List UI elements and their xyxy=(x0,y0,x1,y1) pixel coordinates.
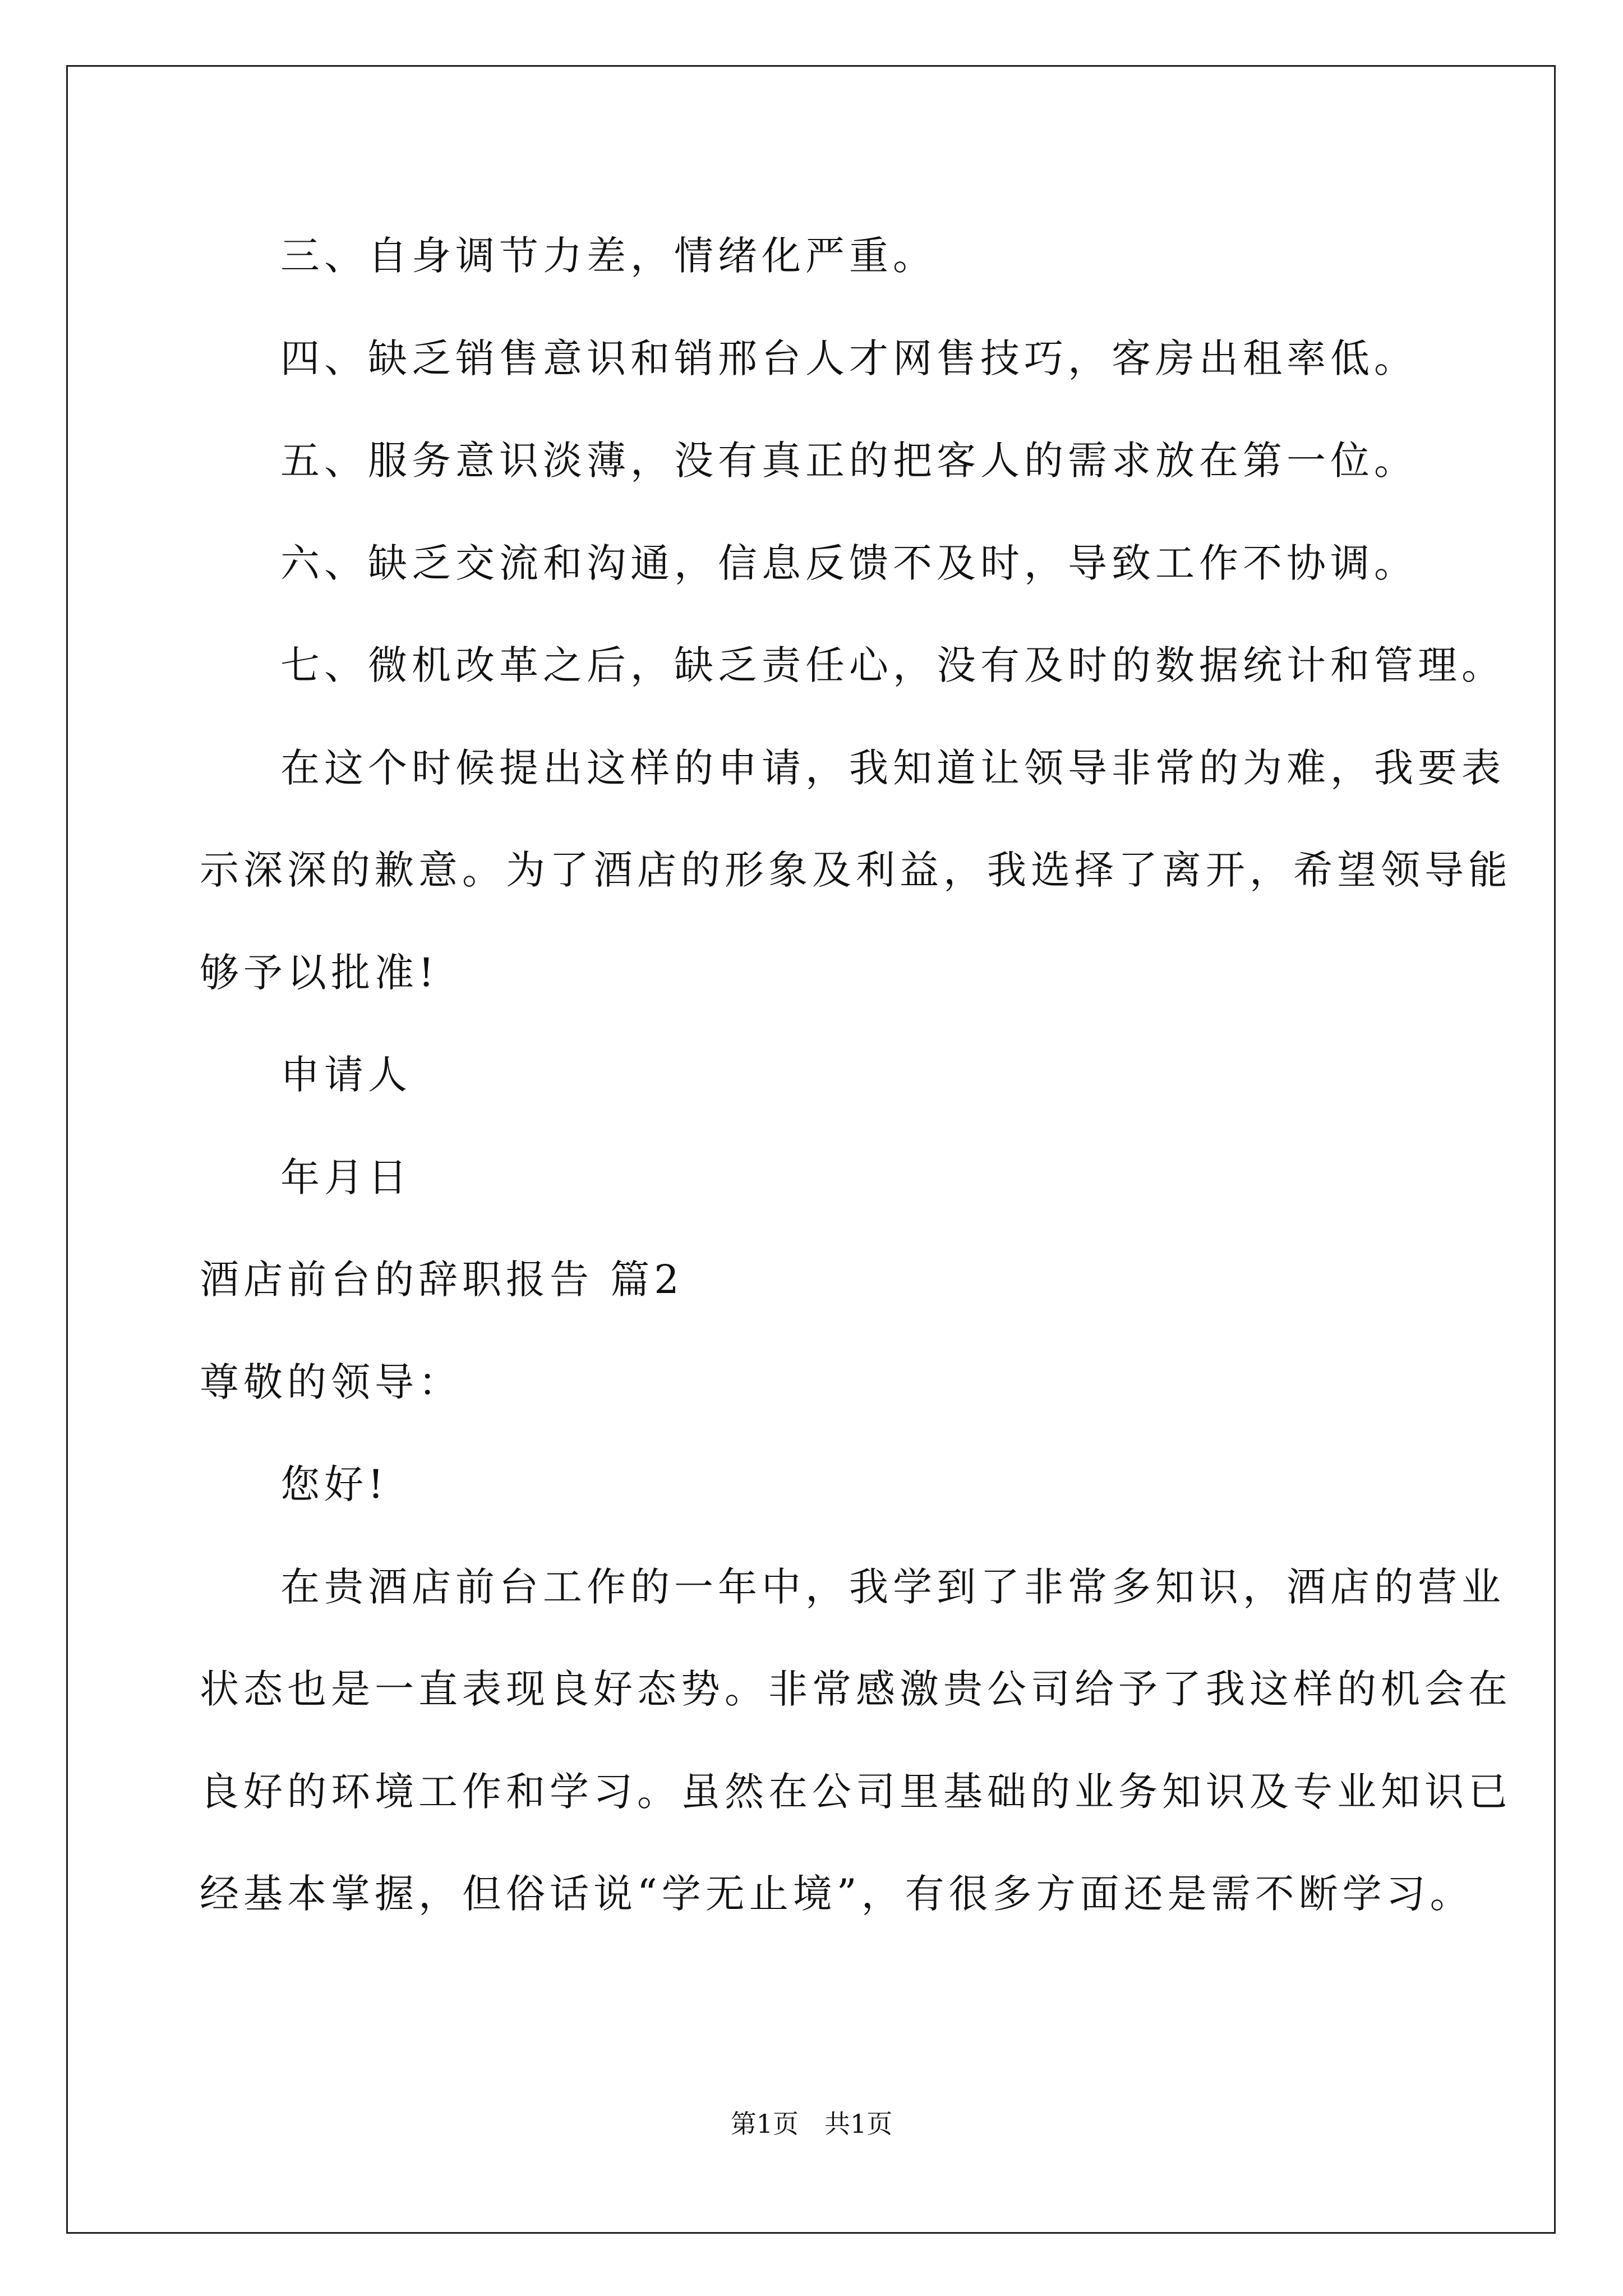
list-item-5: 五、服务意识淡薄，没有真正的把客人的需求放在第一位。 xyxy=(280,438,1418,484)
list-item-7: 七、微机改革之后，缺乏责任心，没有及时的数据统计和管理。 xyxy=(280,642,1505,688)
paragraph-line: 良好的环境工作和学习。虽然在公司里基础的业务知识及专业知识已 xyxy=(200,1769,1512,1815)
paragraph-line: 示深深的歉意。为了酒店的形象及利益，我选择了离开，希望领导能 xyxy=(200,847,1512,893)
paragraph-line: 状态也是一直表现良好态势。非常感激贵公司给予了我这样的机会在 xyxy=(200,1666,1512,1712)
paragraph-line: 在这个时候提出这样的申请，我知道让领导非常的为难，我要表 xyxy=(280,745,1505,791)
list-item-3: 三、自身调节力差，情绪化严重。 xyxy=(280,233,937,279)
paragraph-line: 在贵酒店前台工作的一年中，我学到了非常多知识，酒店的营业 xyxy=(280,1564,1505,1610)
page-number: 第1页 共1页 xyxy=(730,2109,893,2139)
paragraph-line: 经基本掌握，但俗话说“学无止境”，有很多方面还是需不断学习。 xyxy=(200,1871,1474,1917)
salutation: 尊敬的领导： xyxy=(200,1359,462,1405)
section-heading: 酒店前台的辞职报告 篇2 xyxy=(200,1257,684,1303)
greeting: 您好! xyxy=(280,1461,389,1507)
paragraph-line: 够予以批准! xyxy=(200,950,439,996)
applicant-label: 申请人 xyxy=(280,1052,412,1098)
list-item-4: 四、缺乏销售意识和销邢台人才网售技巧，客房出租率低。 xyxy=(280,335,1418,381)
list-item-6: 六、缺乏交流和沟通，信息反馈不及时，导致工作不协调。 xyxy=(280,540,1418,586)
date-label: 年月日 xyxy=(280,1154,412,1200)
